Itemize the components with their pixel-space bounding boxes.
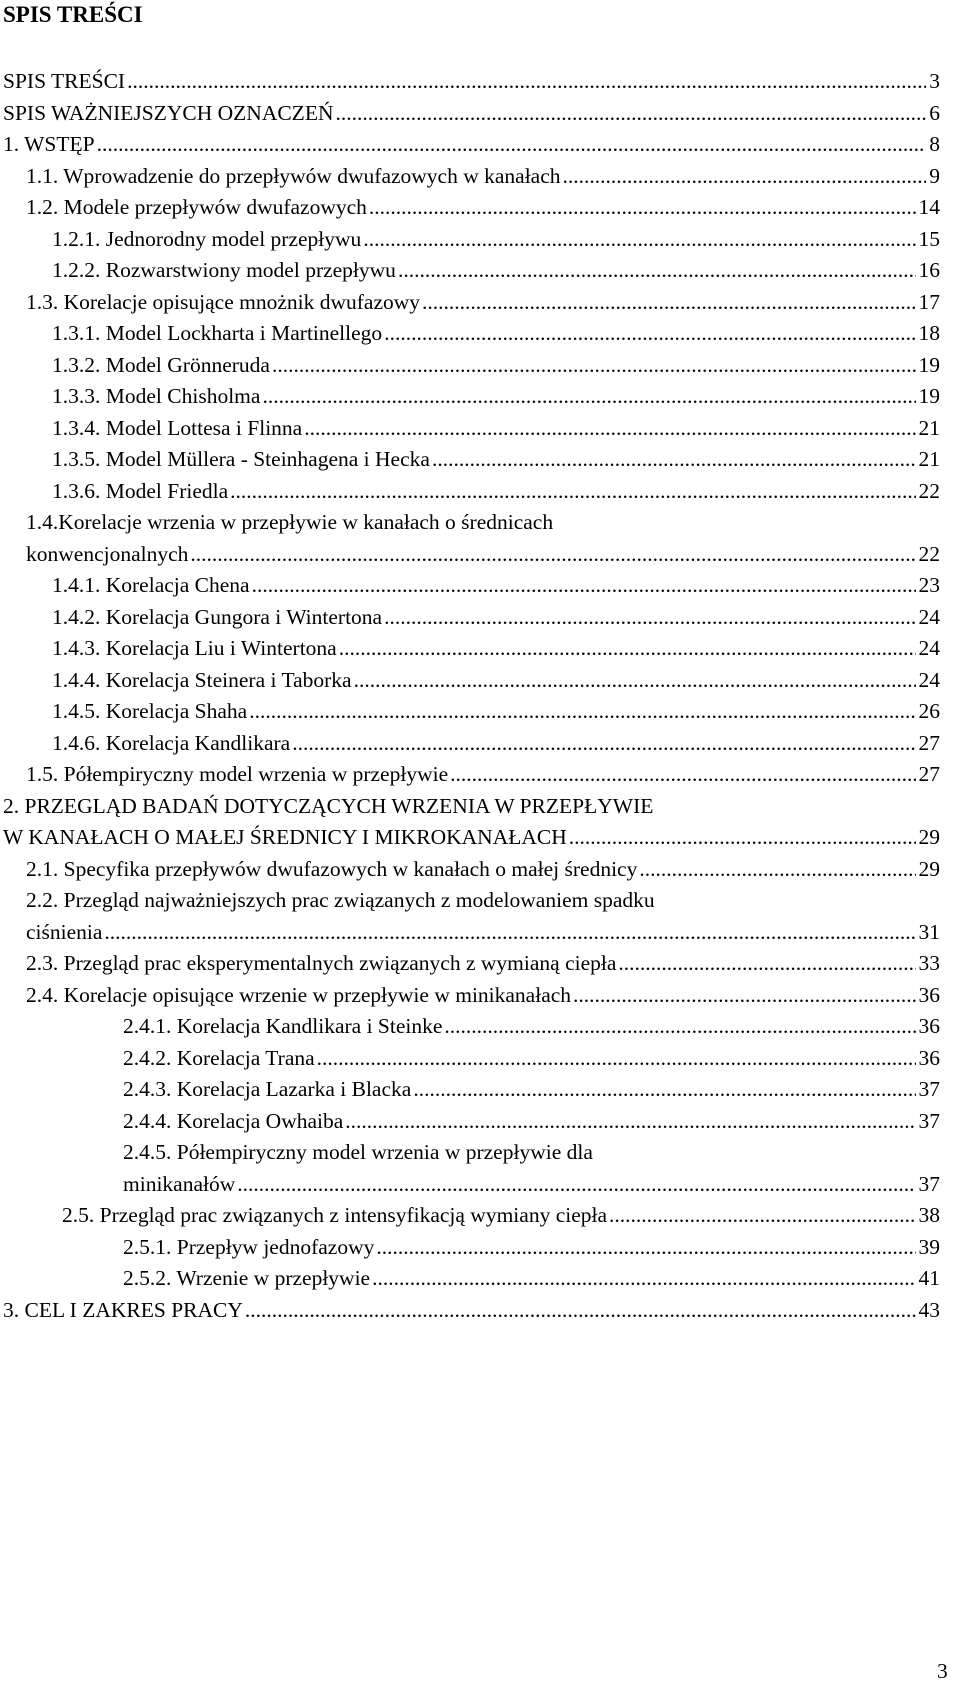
toc-entry-page: 38 bbox=[918, 1203, 940, 1227]
toc-entry-title: 2.5. Przegląd prac związanych z intensyfikacją wymiany ciepła bbox=[62, 1203, 608, 1227]
toc-entry-page: 41 bbox=[918, 1266, 940, 1290]
toc-entry[interactable] bbox=[52, 696, 940, 726]
toc-leader-dots bbox=[252, 570, 916, 600]
toc-entry[interactable] bbox=[26, 539, 940, 569]
toc-entry[interactable] bbox=[52, 381, 940, 411]
toc-entry-title: 2.4.2. Korelacja Trana bbox=[123, 1045, 315, 1070]
toc-entry[interactable] bbox=[123, 1043, 940, 1073]
toc-leader-dots bbox=[292, 728, 915, 758]
toc-entry[interactable] bbox=[3, 822, 940, 852]
toc-entry-title: konwencjonalnych bbox=[26, 541, 189, 566]
toc-entry-page: 27 bbox=[918, 762, 940, 786]
toc-entry[interactable] bbox=[52, 350, 940, 380]
toc-leader-dots bbox=[104, 917, 915, 947]
toc-entry-page: 18 bbox=[918, 321, 940, 345]
toc-leader-dots bbox=[272, 350, 916, 380]
toc-entry-page: 23 bbox=[918, 573, 940, 597]
toc-entry-title: minikanałów bbox=[123, 1171, 236, 1196]
toc-entry-title: 3. CEL I ZAKRES PRACY bbox=[3, 1297, 243, 1322]
toc-entry-page: 27 bbox=[918, 730, 940, 755]
toc-entry-title: 1.3.5. Model Müllera - Steinhagena i Hecka bbox=[52, 447, 430, 471]
toc-leader-dots bbox=[450, 759, 915, 789]
toc-leader-dots bbox=[127, 66, 926, 96]
toc-entry-page: 24 bbox=[918, 636, 940, 660]
toc-entry[interactable] bbox=[26, 192, 940, 222]
toc-entry-title: 2.4.3. Korelacja Lazarka i Blacka bbox=[123, 1077, 412, 1101]
toc-entry-page: 24 bbox=[918, 667, 940, 692]
toc-entry-title: 1.4.4. Korelacja Steinera i Taborka bbox=[52, 667, 352, 692]
toc-entry[interactable] bbox=[26, 161, 940, 191]
toc-entry[interactable] bbox=[123, 1106, 940, 1136]
toc-entry-page: 9 bbox=[929, 163, 940, 188]
toc-leader-dots bbox=[639, 854, 915, 884]
toc-leader-dots bbox=[249, 696, 915, 726]
toc-entry-title: 1.3. Korelacje opisujące mnożnik dwufazowy bbox=[26, 289, 421, 314]
toc-entry[interactable] bbox=[52, 318, 940, 348]
toc-entry-page: 37 bbox=[918, 1171, 940, 1196]
toc-leader-dots bbox=[262, 381, 915, 411]
toc-entry-title: SPIS TREŚCI bbox=[3, 69, 126, 93]
toc-entry[interactable] bbox=[26, 759, 940, 789]
toc-leader-dots bbox=[190, 539, 915, 569]
toc-entry[interactable] bbox=[3, 791, 940, 821]
toc-entry[interactable] bbox=[52, 224, 940, 254]
toc-entry[interactable] bbox=[123, 1263, 940, 1293]
toc-leader-dots bbox=[398, 255, 916, 285]
toc-entry[interactable] bbox=[123, 1169, 940, 1199]
toc-leader-dots bbox=[339, 633, 916, 663]
toc-entry-title: 1.1. Wprowadzenie do przepływów dwufazowych w kanałach bbox=[26, 163, 561, 188]
toc-entry[interactable] bbox=[3, 66, 940, 96]
toc-entry-page: 16 bbox=[918, 258, 940, 282]
toc-leader-dots bbox=[97, 129, 927, 159]
toc-entry-page: 19 bbox=[918, 352, 940, 377]
toc-entry[interactable] bbox=[26, 980, 940, 1010]
toc-entry[interactable] bbox=[52, 413, 940, 443]
page-number: 3 bbox=[937, 1659, 948, 1683]
toc-entry-page: 22 bbox=[918, 478, 940, 503]
toc-entry-title: 1.3.4. Model Lottesa i Flinna bbox=[52, 415, 303, 440]
toc-leader-dots bbox=[432, 444, 916, 474]
toc-entry-page: 33 bbox=[918, 951, 940, 975]
toc-entry-title: 1.2.2. Rozwarstwiony model przepływu bbox=[52, 258, 396, 282]
toc-entry[interactable] bbox=[3, 98, 940, 128]
toc-entry-page: 39 bbox=[918, 1234, 940, 1259]
toc-entry-page: 43 bbox=[918, 1297, 940, 1322]
toc-leader-dots bbox=[444, 1011, 915, 1041]
toc-leader-dots bbox=[304, 413, 915, 443]
toc-entry-page: 6 bbox=[929, 100, 940, 125]
toc-entry-title: 2.4.1. Korelacja Kandlikara i Steinke bbox=[123, 1014, 443, 1038]
toc-leader-dots bbox=[245, 1295, 916, 1325]
toc-entry-title: 2.2. Przegląd najważniejszych prac związanych z modelowaniem spadku bbox=[26, 888, 655, 912]
toc-entry[interactable] bbox=[52, 602, 940, 632]
toc-entry[interactable] bbox=[62, 1200, 940, 1230]
toc-entry-title: ciśnienia bbox=[26, 919, 103, 944]
toc-entry-page: 3 bbox=[929, 69, 940, 93]
toc-entry[interactable] bbox=[52, 665, 940, 695]
toc-leader-dots bbox=[376, 1232, 915, 1262]
toc-leader-dots bbox=[372, 1263, 915, 1293]
toc-leader-dots bbox=[345, 1106, 915, 1136]
toc-entry-page: 36 bbox=[918, 1014, 940, 1038]
toc-entry[interactable] bbox=[52, 444, 940, 474]
toc-entry-page: 15 bbox=[918, 226, 940, 251]
toc-entry[interactable] bbox=[3, 129, 940, 159]
toc-entry-title: 1.3.6. Model Friedla bbox=[52, 478, 229, 503]
toc-entry-page: 37 bbox=[918, 1108, 940, 1133]
toc-entry[interactable] bbox=[123, 1074, 940, 1104]
toc-entry-title: 2.3. Przegląd prac eksperymentalnych związanych z wymianą ciepła bbox=[26, 951, 617, 975]
toc-entry-title: 2. PRZEGLĄD BADAŃ DOTYCZĄCYCH WRZENIA W PRZEPŁYWIE bbox=[3, 793, 654, 818]
toc-entry-page: 37 bbox=[918, 1077, 940, 1101]
toc-entry-page: 24 bbox=[918, 604, 940, 629]
toc-entry-title: 2.5.1. Przepływ jednofazowy bbox=[123, 1234, 375, 1259]
toc-leader-dots bbox=[609, 1200, 915, 1230]
toc-entry-title: 1.2.1. Jednorodny model przepływu bbox=[52, 226, 362, 251]
toc-entry[interactable] bbox=[3, 1295, 940, 1325]
toc-entry-title: 1.5. Półempiryczny model wrzenia w przepływie bbox=[26, 762, 449, 786]
toc-leader-dots bbox=[422, 287, 915, 317]
toc-entry-page: 29 bbox=[918, 825, 940, 849]
toc-entry-title: 1.4.5. Korelacja Shaha bbox=[52, 699, 248, 723]
toc-leader-dots bbox=[563, 161, 927, 191]
toc-leader-dots bbox=[354, 665, 916, 695]
toc-leader-dots bbox=[335, 98, 926, 128]
toc-entry[interactable] bbox=[26, 917, 940, 947]
toc-entry-title: 2.4. Korelacje opisujące wrzenie w przepływie w minikanałach bbox=[26, 982, 572, 1007]
toc-entry[interactable] bbox=[52, 728, 940, 758]
toc-entry-title: 1.3.2. Model Grönneruda bbox=[52, 352, 270, 377]
toc-entry-page: 22 bbox=[918, 541, 940, 566]
toc-entry[interactable] bbox=[52, 633, 940, 663]
toc-entry-title: 1.4.2. Korelacja Gungora i Wintertona bbox=[52, 604, 383, 629]
toc-entry-page: 14 bbox=[918, 195, 940, 219]
toc-entry[interactable] bbox=[52, 570, 940, 600]
toc-leader-dots bbox=[237, 1169, 915, 1199]
toc-entry[interactable] bbox=[52, 255, 940, 285]
toc-leader-dots bbox=[413, 1074, 915, 1104]
toc-entry-title: 1.3.1. Model Lockharta i Martinellego bbox=[52, 321, 383, 345]
toc-entry-title: 1.4.1. Korelacja Chena bbox=[52, 573, 250, 597]
toc-entry-page: 36 bbox=[918, 1045, 940, 1070]
toc-entry-title: 1.4.3. Korelacja Liu i Wintertona bbox=[52, 636, 337, 660]
toc-entry-title: 1.4.Korelacje wrzenia w przepływie w kanałach o średnicach bbox=[26, 510, 554, 534]
toc-entry-title: 1.4.6. Korelacja Kandlikara bbox=[52, 730, 291, 755]
toc-leader-dots bbox=[369, 192, 916, 222]
toc-leader-dots bbox=[384, 318, 915, 348]
toc-leader-dots bbox=[569, 822, 916, 852]
toc-entry[interactable] bbox=[26, 507, 940, 537]
toc-entry-page: 19 bbox=[918, 384, 940, 408]
toc-leader-dots bbox=[317, 1043, 916, 1073]
toc-entry-page: 29 bbox=[918, 856, 940, 881]
toc-entry[interactable] bbox=[26, 287, 940, 317]
toc-entry-title: SPIS WAŻNIEJSZYCH OZNACZEŃ bbox=[3, 100, 334, 125]
toc-entry-title: 2.4.4. Korelacja Owhaiba bbox=[123, 1108, 344, 1133]
toc-entry-page: 31 bbox=[918, 919, 940, 944]
toc-entry-page: 36 bbox=[918, 982, 940, 1007]
toc-entry[interactable] bbox=[123, 1137, 940, 1167]
toc-entry-page: 21 bbox=[918, 447, 940, 471]
toc-entry[interactable] bbox=[52, 476, 940, 506]
toc-entry-title: W KANAŁACH O MAŁEJ ŚREDNICY I MIKROKANAŁACH bbox=[3, 825, 567, 849]
toc-entry[interactable] bbox=[26, 948, 940, 978]
toc-entry-page: 21 bbox=[918, 415, 940, 440]
toc-leader-dots bbox=[573, 980, 915, 1010]
toc-entry-page: 26 bbox=[918, 699, 940, 723]
toc-entry-title: 2.4.5. Półempiryczny model wrzenia w przepływie dla bbox=[123, 1140, 593, 1164]
toc-entry[interactable] bbox=[26, 885, 940, 915]
toc-entry[interactable] bbox=[26, 854, 940, 884]
toc-leader-dots bbox=[230, 476, 915, 506]
toc-leader-dots bbox=[384, 602, 915, 632]
toc-entry[interactable] bbox=[123, 1011, 940, 1041]
toc-entry-title: 2.5.2. Wrzenie w przepływie bbox=[123, 1266, 371, 1290]
toc-entry-page: 17 bbox=[918, 289, 940, 314]
toc-leader-dots bbox=[363, 224, 915, 254]
toc-entry-title: 1.2. Modele przepływów dwufazowych bbox=[26, 195, 367, 219]
toc-entry-page: 8 bbox=[929, 132, 940, 156]
page-title: SPIS TREŚCI bbox=[3, 2, 143, 27]
toc-entry[interactable] bbox=[123, 1232, 940, 1262]
toc-entry-title: 1. WSTĘP bbox=[3, 132, 95, 156]
toc-entry-title: 1.3.3. Model Chisholma bbox=[52, 384, 261, 408]
toc-entry-title: 2.1. Specyfika przepływów dwufazowych w kanałach o małej średnicy bbox=[26, 856, 638, 881]
toc-leader-dots bbox=[618, 948, 915, 978]
